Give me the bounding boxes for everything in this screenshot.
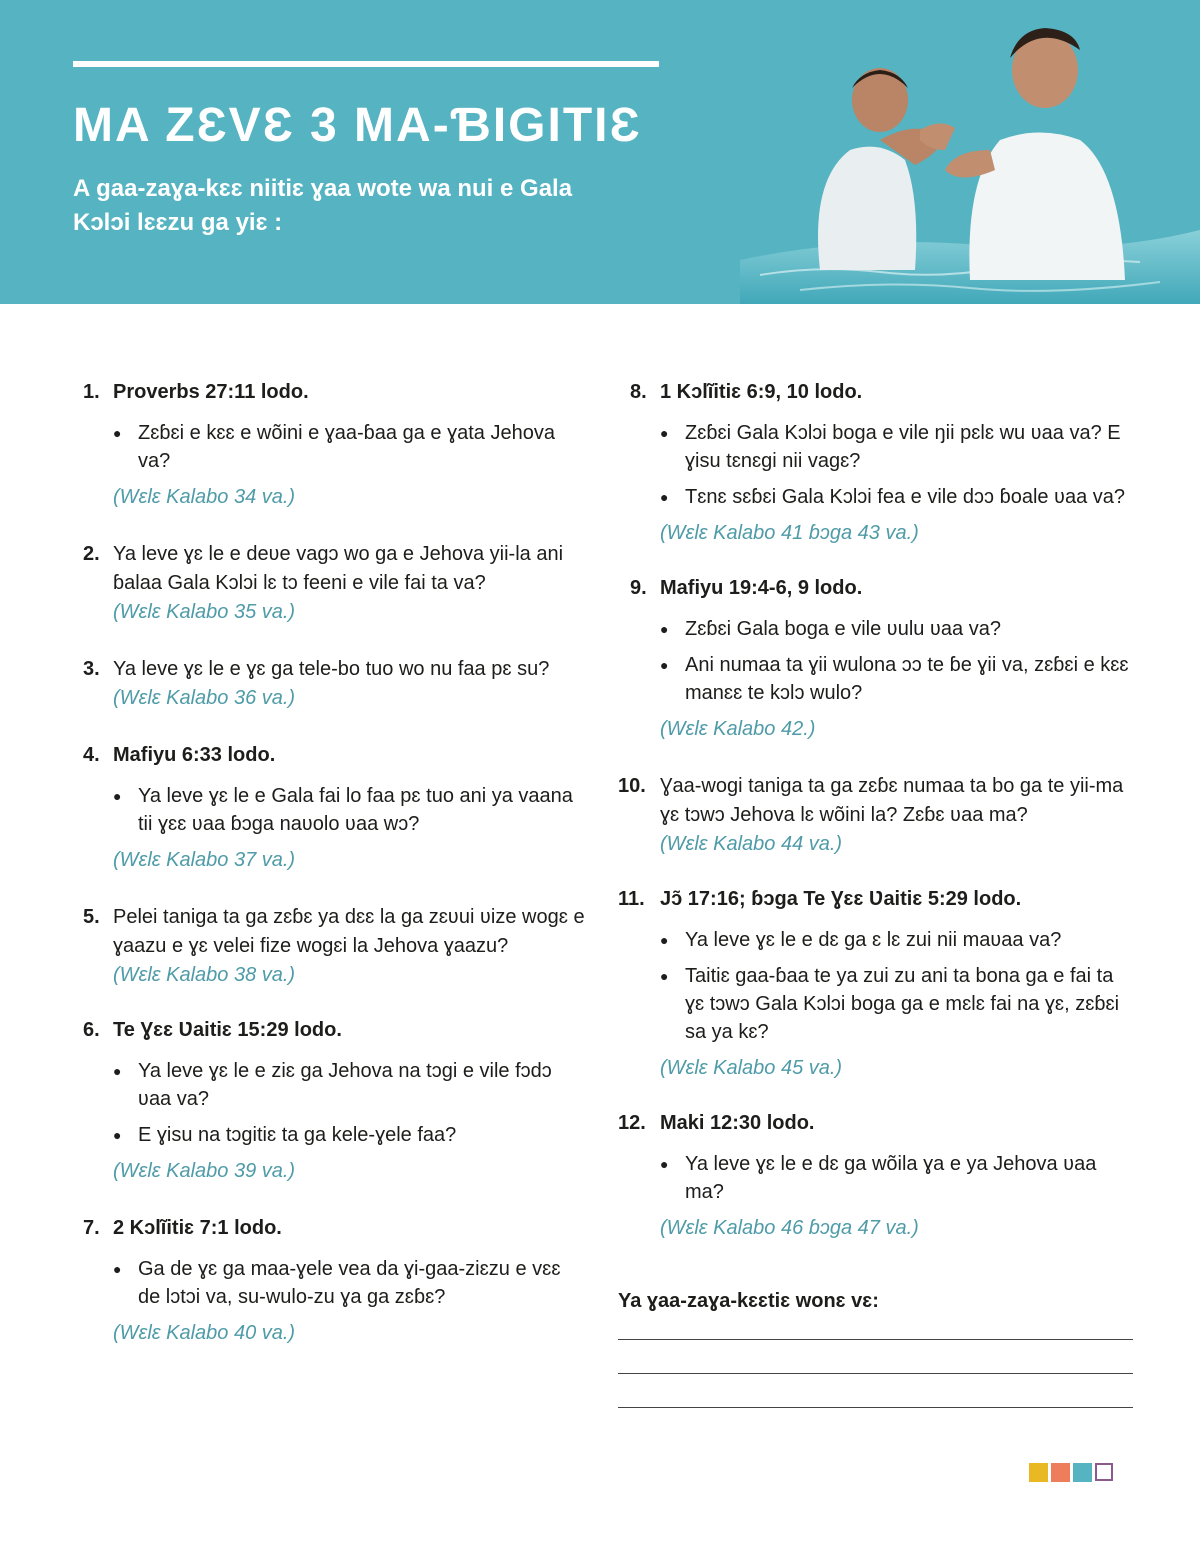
question-scripture: Jɔ̃ 17:16; ɓɔga Te Ɣɛɛ Ʋaitiɛ 5:29 lodo. <box>660 888 1022 910</box>
note-line[interactable] <box>618 1373 1133 1374</box>
question-text: Ya leve ɣɛ le e deʋe vagɔ wo ga e Jehova yii-la ani ɓalaa Gala Kɔlɔi lɛ tɔ feeni e vile fai ta va? <box>113 543 564 594</box>
question-text: Ya leve ɣɛ le e ɣɛ ga tele-bo tuo wo nu faa pɛ su? <box>113 658 550 680</box>
question-item <box>618 574 1138 744</box>
question-bullet: ● Ya leve ɣɛ le e dɛ ga wõila ɣa e ya Jehova ʋaa ma? <box>660 1150 1138 1206</box>
question-scripture: 1 Kɔlĩitiɛ 6:9, 10 lodo. <box>660 381 863 403</box>
question-bullet: ● Ya leve ɣɛ le e Gala fai lo faa pɛ tuo ani ya vaana tii ɣɛɛ ʋaa ɓɔga naʋolo ʋaa wɔ? <box>113 782 588 838</box>
question-item <box>83 540 588 627</box>
question-item <box>83 378 588 512</box>
question-bullets <box>113 1255 588 1311</box>
lesson-reference: (Wɛlɛ Kalabo 45 va.) <box>660 1057 843 1079</box>
page-title: MA ZƐVƐ 3 MA-ƁIGITIƐ <box>73 99 642 152</box>
question-number: 12. <box>618 1112 646 1134</box>
lesson-reference: (Wɛlɛ Kalabo 44 va.) <box>660 833 843 855</box>
question-scripture: Te Ɣɛɛ Ʋaitiɛ 15:29 lodo. <box>113 1019 342 1041</box>
question-number: 7. <box>83 1217 100 1239</box>
lesson-reference: (Wɛlɛ Kalabo 34 va.) <box>113 486 296 508</box>
question-bullet: ● Zɛɓɛi e kɛɛ e wõini e ɣaa-ɓaa ga e ɣata Jehova va? <box>113 419 588 475</box>
question-bullet: ● Ga de ɣɛ ga maa-ɣele vea da ɣi-gaa-ziɛzu e vɛɛ de lɔtɔi va, su-wulo-zu ɣa ga zɛɓɛ? <box>113 1255 588 1311</box>
question-scripture: 2 Kɔlĩitiɛ 7:1 lodo. <box>113 1217 282 1239</box>
question-bullets <box>660 615 1138 707</box>
baptism-illustration <box>740 0 1200 304</box>
lesson-reference: (Wɛlɛ Kalabo 39 va.) <box>113 1160 296 1182</box>
notes-label: Ya ɣaa-zaɣa-kɛɛtiɛ wonɛ vɛ: <box>618 1290 879 1312</box>
question-bullets <box>113 419 588 475</box>
question-number: 9. <box>630 577 647 599</box>
question-bullet: ● Taitiɛ gaa-ɓaa te ya zui zu ani ta bona ga e fai ta ɣɛ tɔwɔ Gala Kɔlɔi boga ga e mɛlɛ fai na ɣɛ, zɛɓɛi sa ya kɛ? <box>660 962 1138 1046</box>
question-item <box>618 1109 1138 1243</box>
questions-left-column <box>83 378 588 1348</box>
question-item <box>83 1016 588 1186</box>
question-number: 8. <box>630 381 647 403</box>
question-text: Ɣaa-wogi taniga ta ga zɛɓɛ numaa ta bo ga te yii-ma ɣɛ tɔwɔ Jehova lɛ wõini la? Zɛɓɛ ʋaa ma? <box>660 775 1124 826</box>
question-item <box>618 885 1138 1083</box>
lesson-reference: (Wɛlɛ Kalabo 46 ɓɔga 47 va.) <box>660 1217 919 1239</box>
lesson-reference: (Wɛlɛ Kalabo 40 va.) <box>113 1322 296 1344</box>
outline-square <box>1095 1463 1113 1481</box>
question-scripture: Mafiyu 6:33 lodo. <box>113 744 276 766</box>
color-squares <box>1029 1463 1113 1482</box>
question-text: Pelei taniga ta ga zɛɓɛ ya dɛɛ la ga zɛʋui ʋize wogɛ e ɣaazu e ɣɛ velei fize wogɛi la Jehova ɣaazu? <box>113 906 585 957</box>
question-number: 3. <box>83 658 100 680</box>
question-bullets <box>113 782 588 838</box>
lesson-reference: (Wɛlɛ Kalabo 37 va.) <box>113 849 296 871</box>
teal-square <box>1073 1463 1092 1482</box>
question-bullets <box>660 1150 1138 1206</box>
question-bullet: ● Tɛnɛ sɛɓɛi Gala Kɔlɔi fea e vile dɔɔ ɓoale ʋaa va? <box>660 483 1138 511</box>
notes-section <box>618 1287 1133 1315</box>
question-item <box>83 903 588 990</box>
yellow-square <box>1029 1463 1048 1482</box>
question-number: 6. <box>83 1019 100 1041</box>
lesson-reference: (Wɛlɛ Kalabo 36 va.) <box>113 687 296 709</box>
note-line[interactable] <box>618 1407 1133 1408</box>
question-number: 10. <box>618 775 646 797</box>
lesson-reference: (Wɛlɛ Kalabo 41 ɓɔga 43 va.) <box>660 522 919 544</box>
header-banner <box>0 0 1200 304</box>
page-subtitle: A gaa-zaɣa-kɛɛ niitiɛ ɣaa wote wa nui e Gala Kɔlɔi lɛɛzu ga yiɛ : <box>73 175 573 236</box>
question-bullet: ● Zɛɓɛi Gala Kɔlɔi boga e vile ŋii pɛlɛ wu ʋaa va? E ɣisu tɛnɛgi nii vagɛ? <box>660 419 1138 475</box>
question-item <box>618 378 1138 548</box>
question-bullets <box>660 926 1138 1046</box>
question-item <box>83 1214 588 1348</box>
header-rule <box>73 61 659 67</box>
question-bullet: ● E ɣisu na tɔgitiɛ ta ga kele-ɣele faa? <box>113 1121 588 1149</box>
question-bullet: ● Zɛɓɛi Gala boga e vile ʋulu ʋaa va? <box>660 615 1138 643</box>
lesson-reference: (Wɛlɛ Kalabo 35 va.) <box>113 601 296 623</box>
question-item <box>83 741 588 875</box>
question-item <box>83 655 588 713</box>
question-number: 2. <box>83 543 100 565</box>
question-number: 4. <box>83 744 100 766</box>
question-scripture: Mafiyu 19:4-6, 9 lodo. <box>660 577 863 599</box>
question-number: 5. <box>83 906 100 928</box>
question-bullet: ● Ani numaa ta ɣii wulona ɔɔ te ɓe ɣii va, zɛɓɛi e kɛɛ manɛɛ te kɔlɔ wulo? <box>660 651 1138 707</box>
question-bullet: ● Ya leve ɣɛ le e dɛ ga ɛ lɛ zui nii maʋaa va? <box>660 926 1138 954</box>
orange-square <box>1051 1463 1070 1482</box>
question-scripture: Maki 12:30 lodo. <box>660 1112 815 1134</box>
question-number: 11. <box>618 888 645 910</box>
question-scripture: Proverbs 27:11 lodo. <box>113 381 309 403</box>
questions-right-column <box>618 378 1138 1243</box>
note-line[interactable] <box>618 1339 1133 1340</box>
question-bullets <box>660 419 1138 511</box>
question-number: 1. <box>83 381 100 403</box>
question-bullet: ● Ya leve ɣɛ le e ziɛ ga Jehova na tɔgi e vile fɔdɔ ʋaa va? <box>113 1057 588 1113</box>
lesson-reference: (Wɛlɛ Kalabo 38 va.) <box>113 964 296 986</box>
lesson-reference: (Wɛlɛ Kalabo 42.) <box>660 718 816 740</box>
question-item <box>618 772 1138 859</box>
question-bullets <box>113 1057 588 1149</box>
